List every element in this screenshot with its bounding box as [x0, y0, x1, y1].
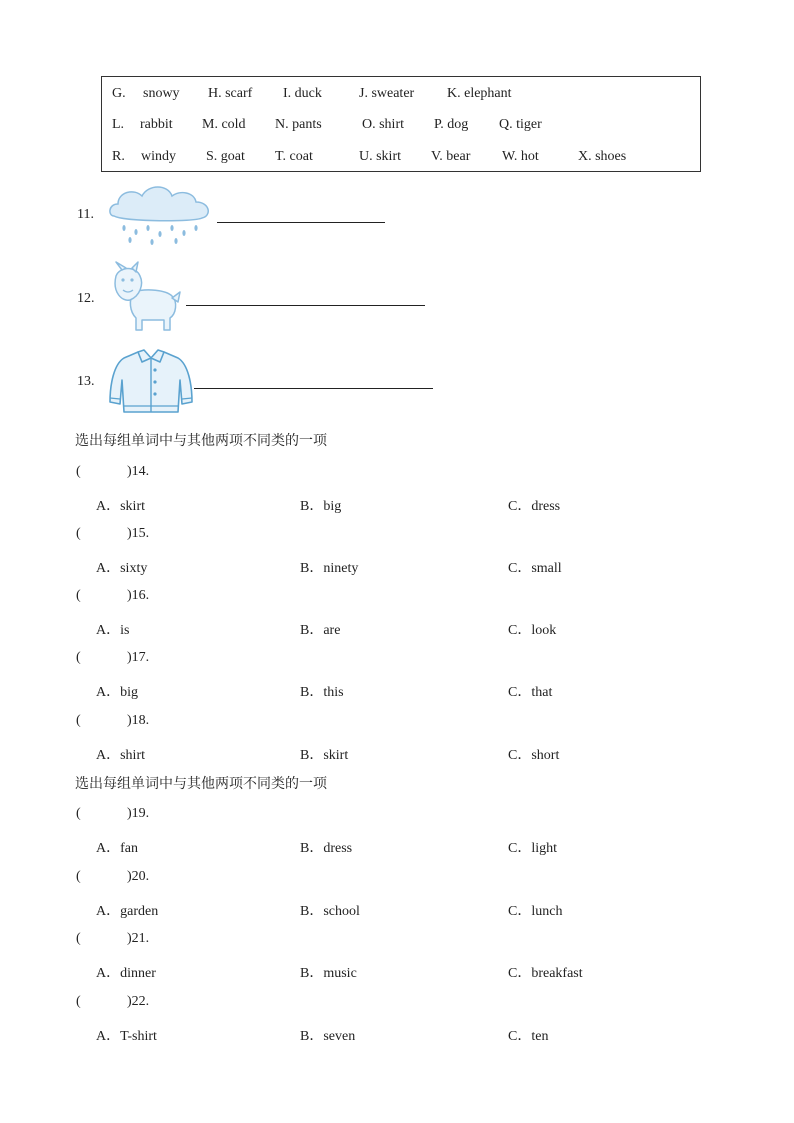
word-bank-item: K. elephant — [447, 86, 512, 101]
word-bank-item: T. coat — [275, 149, 313, 164]
word-bank-item: H. scarf — [208, 86, 253, 101]
option-a[interactable]: A．sixty — [96, 561, 148, 576]
option-a[interactable]: A．T-shirt — [96, 1029, 157, 1044]
word-bank-item: S. goat — [206, 149, 245, 164]
option-c[interactable]: C．lunch — [508, 904, 563, 919]
option-c[interactable]: C．that — [508, 685, 553, 700]
answer-blank[interactable] — [186, 305, 425, 306]
option-b[interactable]: B．seven — [300, 1029, 356, 1044]
question-number: )21. — [127, 931, 150, 946]
answer-paren[interactable]: ( — [76, 806, 81, 821]
word-bank-item: windy — [141, 149, 176, 164]
section-instruction: 选出每组单词中与其他两项不同类的一项 — [75, 433, 327, 449]
word-bank-item: X. shoes — [578, 149, 627, 164]
option-b[interactable]: B．this — [300, 685, 344, 700]
word-bank-item: V. bear — [431, 149, 471, 164]
answer-blank[interactable] — [194, 388, 433, 389]
option-a[interactable]: A．garden — [96, 904, 159, 919]
option-a[interactable]: A．big — [96, 685, 138, 700]
question-number: 11. — [77, 207, 94, 222]
word-bank-item: snowy — [143, 86, 180, 101]
word-bank-item: O. shirt — [362, 117, 404, 132]
answer-paren[interactable]: ( — [76, 650, 81, 665]
question-number: )17. — [127, 650, 150, 665]
word-bank-item: P. dog — [434, 117, 469, 132]
word-bank-item: G. — [112, 86, 126, 101]
option-a[interactable]: A．fan — [96, 841, 138, 856]
option-a[interactable]: A．skirt — [96, 499, 145, 514]
option-b[interactable]: B．big — [300, 499, 342, 514]
word-bank-item: I. duck — [283, 86, 322, 101]
word-bank-item: J. sweater — [359, 86, 415, 101]
option-b[interactable]: B．are — [300, 623, 341, 638]
option-c[interactable]: C．ten — [508, 1029, 549, 1044]
question-number: )15. — [127, 526, 150, 541]
option-c[interactable]: C．light — [508, 841, 558, 856]
answer-paren[interactable]: ( — [76, 869, 81, 884]
answer-paren[interactable]: ( — [76, 713, 81, 728]
word-bank-item: rabbit — [140, 117, 173, 132]
answer-paren[interactable]: ( — [76, 588, 81, 603]
question-number: 12. — [77, 291, 95, 306]
word-bank-item: N. pants — [275, 117, 322, 132]
option-c[interactable]: C．breakfast — [508, 966, 583, 981]
option-b[interactable]: B．dress — [300, 841, 353, 856]
option-b[interactable]: B．school — [300, 904, 360, 919]
option-c[interactable]: C．look — [508, 623, 557, 638]
option-b[interactable]: B．ninety — [300, 561, 359, 576]
option-c[interactable]: C．dress — [508, 499, 561, 514]
answer-paren[interactable]: ( — [76, 526, 81, 541]
answer-paren[interactable]: ( — [76, 931, 81, 946]
question-number: )20. — [127, 869, 150, 884]
word-bank-item: W. hot — [502, 149, 539, 164]
answer-blank[interactable] — [217, 222, 385, 223]
section-instruction: 选出每组单词中与其他两项不同类的一项 — [75, 776, 327, 792]
word-bank-item: L. — [112, 117, 125, 132]
question-number: )18. — [127, 713, 150, 728]
option-b[interactable]: B．music — [300, 966, 357, 981]
question-number: )19. — [127, 806, 150, 821]
option-a[interactable]: A．dinner — [96, 966, 156, 981]
coat-icon — [108, 346, 194, 416]
option-c[interactable]: C．short — [508, 748, 560, 763]
question-number: 13. — [77, 374, 95, 389]
word-bank-item: R. — [112, 149, 125, 164]
word-bank-item: U. skirt — [359, 149, 401, 164]
question-number: )14. — [127, 464, 150, 479]
answer-paren[interactable]: ( — [76, 464, 81, 479]
goat-icon — [106, 262, 184, 334]
word-bank-item: Q. tiger — [499, 117, 542, 132]
rain-cloud-icon — [106, 182, 216, 248]
answer-paren[interactable]: ( — [76, 994, 81, 1009]
option-a[interactable]: A．is — [96, 623, 130, 638]
question-number: )16. — [127, 588, 150, 603]
option-b[interactable]: B．skirt — [300, 748, 349, 763]
question-number: )22. — [127, 994, 150, 1009]
option-a[interactable]: A．shirt — [96, 748, 145, 763]
word-bank-item: M. cold — [202, 117, 246, 132]
option-c[interactable]: C．small — [508, 561, 562, 576]
